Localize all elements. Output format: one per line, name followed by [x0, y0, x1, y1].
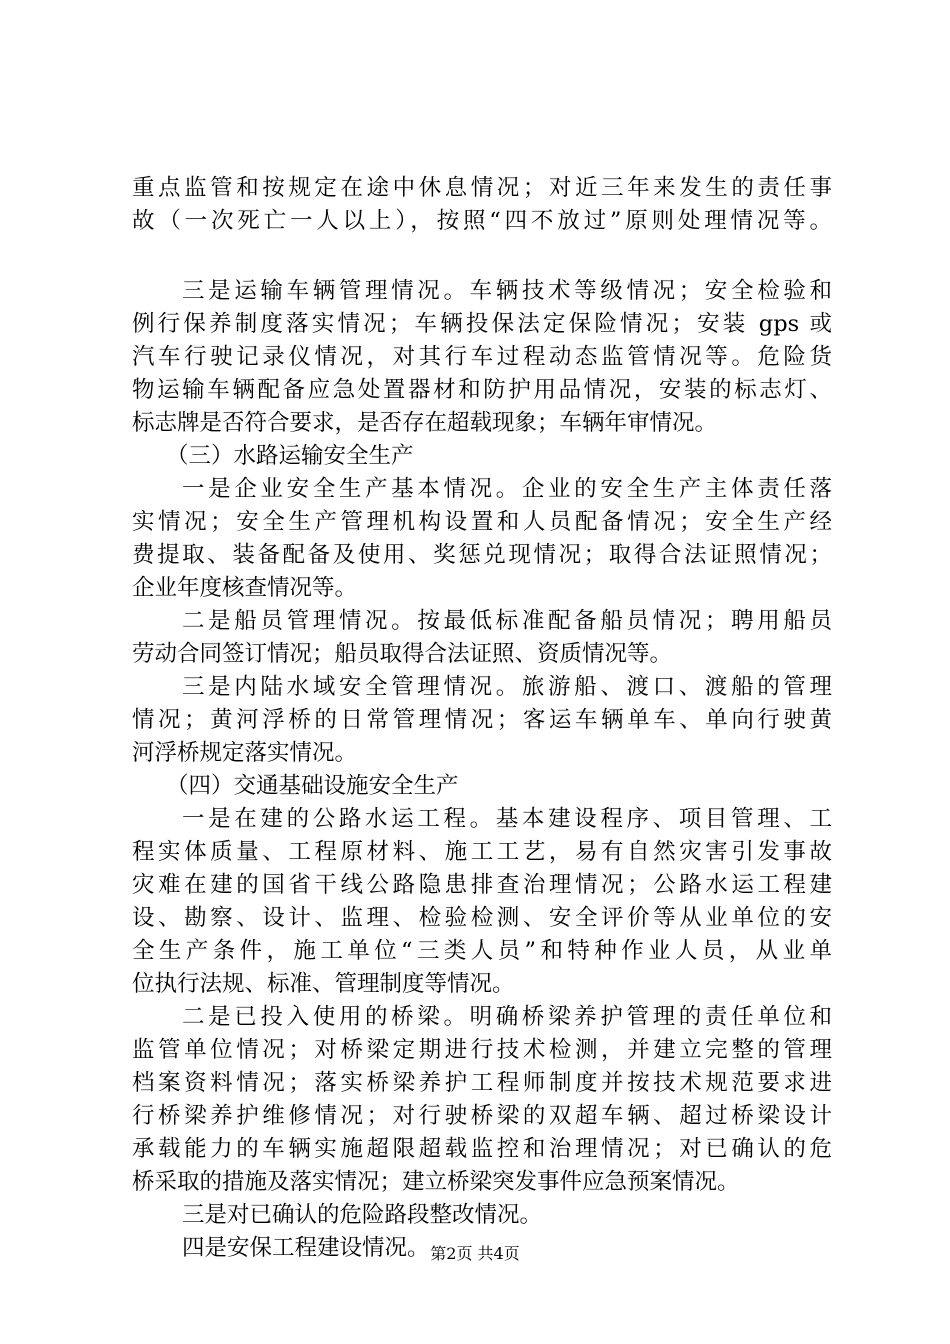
text-line: 企业年度核查情况等。 [132, 575, 358, 601]
text-line: 档案资料情况；落实桥梁养护工程师制度并按技术规范要求进 [132, 1070, 832, 1096]
text-line: 三是运输车辆管理情况。车辆技术等级情况；安全检验和 [182, 278, 832, 304]
text-line: 故（一次死亡一人以上），按照“四不放过”原则处理情况等。 [132, 208, 832, 234]
text-line: 四是安保工程建设情况。 [182, 1235, 430, 1261]
text-line: 例行保养制度落实情况；车辆投保法定保险情况；安装 gps 或 [132, 311, 832, 337]
page-footer: 第2页 共4页 [430, 1244, 520, 1263]
text-line: 位执行法规、标准、管理制度等情况。 [132, 971, 515, 997]
text-line: （三）水路运输安全生产 [166, 443, 414, 469]
text-line: 实情况；安全生产管理机构设置和人员配备情况；安全生产经 [132, 509, 832, 535]
text-line: 三是内陆水域安全管理情况。旅游船、渡口、渡船的管理 [182, 674, 832, 700]
text-line: 设、勘察、设计、监理、检验检测、安全评价等从业单位的安 [132, 905, 832, 931]
text-line: 桥采取的措施及落实情况；建立桥梁突发事件应急预案情况。 [132, 1169, 740, 1195]
text-line: 二是已投入使用的桥梁。明确桥梁养护管理的责任单位和 [182, 1004, 832, 1030]
text-line: 承载能力的车辆实施超限超载监控和治理情况；对已确认的危 [132, 1136, 832, 1162]
text-line: 程实体质量、工程原材料、施工工艺，易有自然灾害引发事故 [132, 839, 832, 865]
text-line: 费提取、装备配备及使用、奖惩兑现情况；取得合法证照情况； [132, 542, 832, 568]
text-line: 行桥梁养护维修情况；对行驶桥梁的双超车辆、超过桥梁设计 [132, 1103, 832, 1129]
text-line: 二是船员管理情况。按最低标准配备船员情况；聘用船员 [182, 608, 832, 634]
text-line: 标志牌是否符合要求，是否存在超载现象；车辆年审情况。 [132, 410, 718, 436]
text-line: 劳动合同签订情况；船员取得合法证照、资质情况等。 [132, 641, 673, 667]
text-line: 河浮桥规定落实情况。 [132, 740, 358, 766]
paragraph-gap [132, 238, 832, 275]
text-line: 重点监管和按规定在途中休息情况；对近三年来发生的责任事 [132, 175, 832, 201]
text-line: 汽车行驶记录仪情况，对其行车过程动态监管情况等。危险货 [132, 344, 832, 370]
text-line: 物运输车辆配备应急处置器材和防护用品情况，安装的标志灯、 [132, 377, 832, 403]
text-line: 一是在建的公路水运工程。基本建设程序、项目管理、工 [182, 806, 832, 832]
text-line: 灾难在建的国省干线公路隐患排查治理情况；公路水运工程建 [132, 872, 832, 898]
text-line: 全生产条件，施工单位“三类人员”和特种作业人员，从业单 [132, 938, 832, 964]
document-body [132, 172, 832, 1265]
text-line: 监管单位情况；对桥梁定期进行技术检测，并建立完整的管理 [132, 1037, 832, 1063]
text-line: 情况；黄河浮桥的日常管理情况；客运车辆单车、单向行驶黄 [132, 707, 832, 733]
text-line: 一是企业安全生产基本情况。企业的安全生产主体责任落 [182, 476, 832, 502]
text-line: 三是对已确认的危险路段整改情况。 [182, 1202, 543, 1228]
text-line: （四）交通基础设施安全生产 [166, 773, 459, 799]
